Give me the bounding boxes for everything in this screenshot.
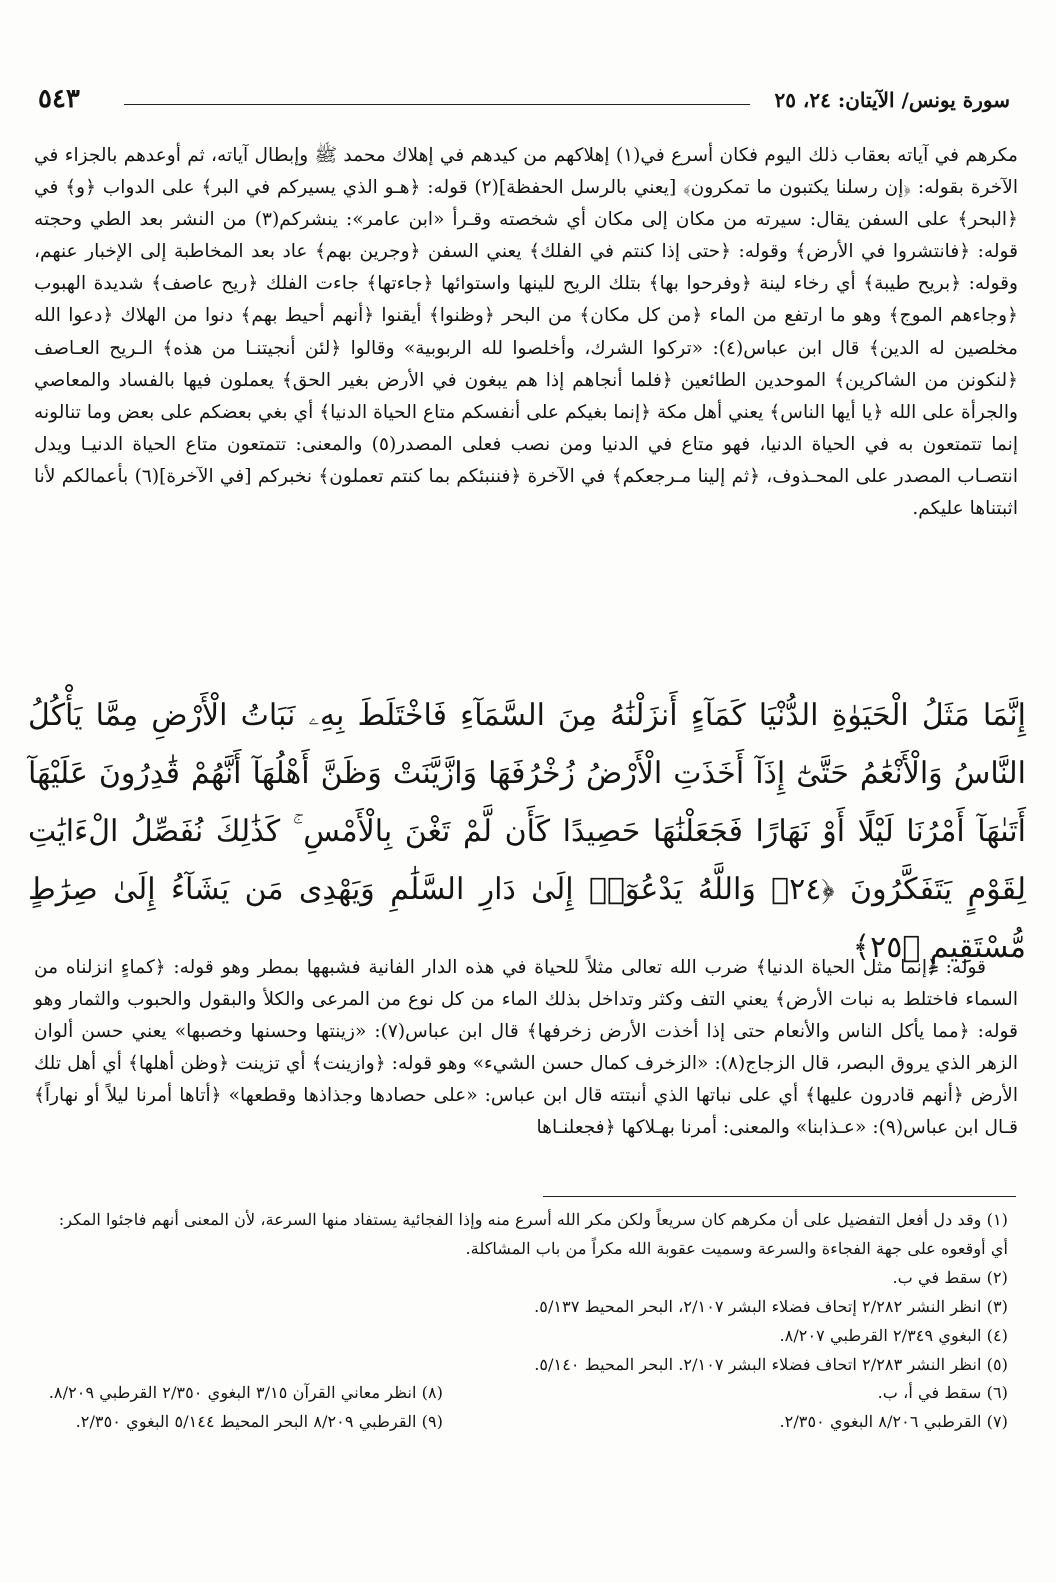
- footnote-8: (٨) انظر معاني القرآن ٣/١٥ البغوي ٢/٣٥٠ القرطبي ٨/٢٠٩.: [48, 1383, 443, 1403]
- footnote-5: (٥) انظر النشر ٢/٢٨٣ اتحاف فضلاء البشر ٢/١٠٧. البحر المحيط ٥/١٤٠.: [534, 1354, 1008, 1374]
- footnote-row: [38, 1293, 1008, 1322]
- quran-verses: إِنَّمَا مَثَلُ الْحَيَوٰةِ الدُّنْيَا كَمَآءٍ أَنزَلْنَٰهُ مِنَ السَّمَآءِ فَاخْتَلَطَ بِهِۦ نَبَاتُ الْأَرْضِ مِمَّا يَأْكُلُ النَّاسُ وَالْأَنْعَٰمُ حَتَّىٰٓ إِذَآ أَخَذَتِ الْأَرْضُ زُخْرُفَهَا وَازَّيَّنَتْ وَظَنَّ أَهْلُهَآ أَنَّهُمْ قَٰدِرُونَ عَلَيْهَآ أَتَىٰهَآ أَمْرُنَا لَيْلًا أَوْ نَهَارًا فَجَعَلْنَٰهَا حَصِيدًا كَأَن لَّمْ تَغْنَ بِالْأَمْسِ ۚ كَذَٰلِكَ نُفَصِّلُ الْءَايَٰتِ لِقَوْمٍ يَتَفَكَّرُونَ ﴿٢٤﴾ وَاللَّهُ يَدْعُوٓا۟ إِلَىٰ دَارِ السَّلَٰمِ وَيَهْدِى مَن يَشَآءُ إِلَىٰ صِرَٰطٍ مُّسْتَقِيمٍ ﴿٢٥﴾: [28, 698, 1026, 965]
- footnote-row: [38, 1264, 1008, 1293]
- footnote-6: (٦) سقط في أ، ب.: [877, 1383, 1008, 1403]
- sura-title: سورة يونس/ الآيتان: ٢٤، ٢٥: [774, 88, 1010, 112]
- page-header: [36, 82, 1020, 118]
- footnote-row: [38, 1408, 1008, 1437]
- footnote-3: (٣) انظر النشر ٢/٢٨٢ إتحاف فضلاء البشر ٢/١٠٧، البحر المحيط ٥/١٣٧.: [534, 1296, 1008, 1316]
- footnote-row: [38, 1322, 1008, 1351]
- footnote-7: (٧) القرطبي ٨/٢٠٦ البغوي ٢/٣٥٠.: [779, 1412, 1008, 1432]
- header-rule: [124, 104, 750, 105]
- footnote-row: [38, 1351, 1008, 1380]
- commentary-top: مكرهم في آياته بعقاب ذلك اليوم فكان أسرع في(١) إهلاكهم من كيدهم في إهلاك محمد ﷺ وإبطال آياته، ثم أوعدهم بالجزاء في الآخرة بقوله: ﴿إن رسلنا يكتبون ما تمكرون﴾ [يعني بالرسل الحفظة](٢) قوله: ﴿هـو الذي يسيركم في البر﴾ على الدواب ﴿و﴾ في ﴿البحر﴾ على السفن يقال: سيرته من مكان إلى مكان أي شخصته وقـرأ «ابن عامر»: ينشركم(٣) من النشر بعد الطي وحجته قوله: ﴿فانتشروا في الأرض﴾ وقوله: ﴿حتى إذا كنتم في الفلك﴾ يعني السفن ﴿وجرين بهم﴾ عاد بعد المخاطبة إلى الإخبار عنهم، وقوله: ﴿بريح طيبة﴾ أي رخاء لينة ﴿وفرحوا بها﴾ بتلك الريح للينها واستوائها ﴿جاءتها﴾ جاءت الفلك ﴿ريح عاصف﴾ شديدة الهبوب ﴿وجاءهم الموج﴾ وهو ما ارتفع من الماء ﴿من كل مكان﴾ من البحر ﴿وظنوا﴾ أيقنوا ﴿أنهم أحيط بهم﴾ دنوا من الهلاك ﴿دعوا الله مخلصين له الدين﴾ قال ابن عباس(٤): «تركوا الشرك، وأخلصوا لله الربوبية» وقالوا ﴿لئن أنجيتنـا من هذه﴾ الـريح العـاصف ﴿لنكونن من الشاكرين﴾ الموحدين الطائعين ﴿فلما أنجاهم إذا هم يبغون في الأرض بغير الحق﴾ يعملون فيها بالفساد والمعاصي والجرأة على الله ﴿يا أيها الناس﴾ يعني أهل مكة ﴿إنما بغيكم على أنفسكم متاع الحياة الدنيا﴾ أي بغي بعضكم على بعض وما تنالونه إنما تتمتعون به في الحياة الدنيا، فهو متاع في الدنيا ومن نصب فعلى المصدر(٥) والمعنى: تتمتعون متاع الحياة الدنيـا ويدل انتصـاب المصدر على المحـذوف، ﴿ثم إلينا مـرجعكم﴾ في الآخرة ﴿فننبئكم بما كنتم تعملون﴾ نخبركم [في الآخرة](٦) بأعمالكم لأنا اثبتناها عليكم.: [34, 145, 1019, 520]
- page-number: ٥٤٣: [38, 84, 80, 114]
- commentary-paragraph: قوله: ﴿إنما مثل الحياة الدنيا﴾ ضرب الله تعالى مثلاً للحياة في هذه الدار الفانية فشبهها بمطر وهو قوله: ﴿كماءٍ انزلناه من السماء فاختلط به نبات الأرض﴾ يعني التف وكثر وتداخل بذلك الماء من كل نوع من المرعى والكلأ والبقول والحبوب والثمار وهو قوله: ﴿مما يأكل الناس والأنعام حتى إذا أخذت الأرض زخرفها﴾ قال ابن عباس(٧): «زينتها وحسنها وخصبها» يعني حسن ألوان الزهر الذي يروق البصر، قال الزجاج(٨): «الزخرف كمال حسن الشيء» وهو قوله: ﴿وازينت﴾ أي تزينت ﴿وظن أهلها﴾ أي أهل تلك الأرض ﴿أنهم قادرون عليها﴾ أي على نباتها الذي أنبتته قال ابن عباس: «على حصادها وجذاذها وقطعها» ﴿أتاها أمرنا ليلاً أو نهاراً﴾ قـال ابن عباس(٩): «عـذابنا» والمعنى: أمرنا بهـلاكها ﴿فجعلنـاها: [34, 957, 1018, 1139]
- footnote-rule: [543, 1196, 1016, 1197]
- footnote-1: (١) وقد دل أفعل التفضيل على أن مكرهم كان سريعاً ولكن مكر الله أسرع منه وإذا الفجائية يستفاد منها السرعة، لأن المعنى أنهم فاجئوا المكر: أي أوقعوه على جهة الفجاءة والسرعة وسميت عقوبة الله مكراً من باب المشاكلة.: [58, 1210, 1008, 1258]
- footnote-row: [38, 1379, 1008, 1408]
- commentary-bottom: [34, 952, 1018, 1145]
- footnote-2: (٢) سقط في ب.: [892, 1267, 1008, 1287]
- footnotes: [38, 1206, 1008, 1437]
- footnote-9: (٩) القرطبي ٨/٢٠٩ البحر المحيط ٥/١٤٤ البغوي ٢/٣٥٠.: [75, 1412, 443, 1432]
- footnote-4: (٤) البغوي ٢/٣٤٩ القرطبي ٨/٢٠٧.: [779, 1325, 1008, 1345]
